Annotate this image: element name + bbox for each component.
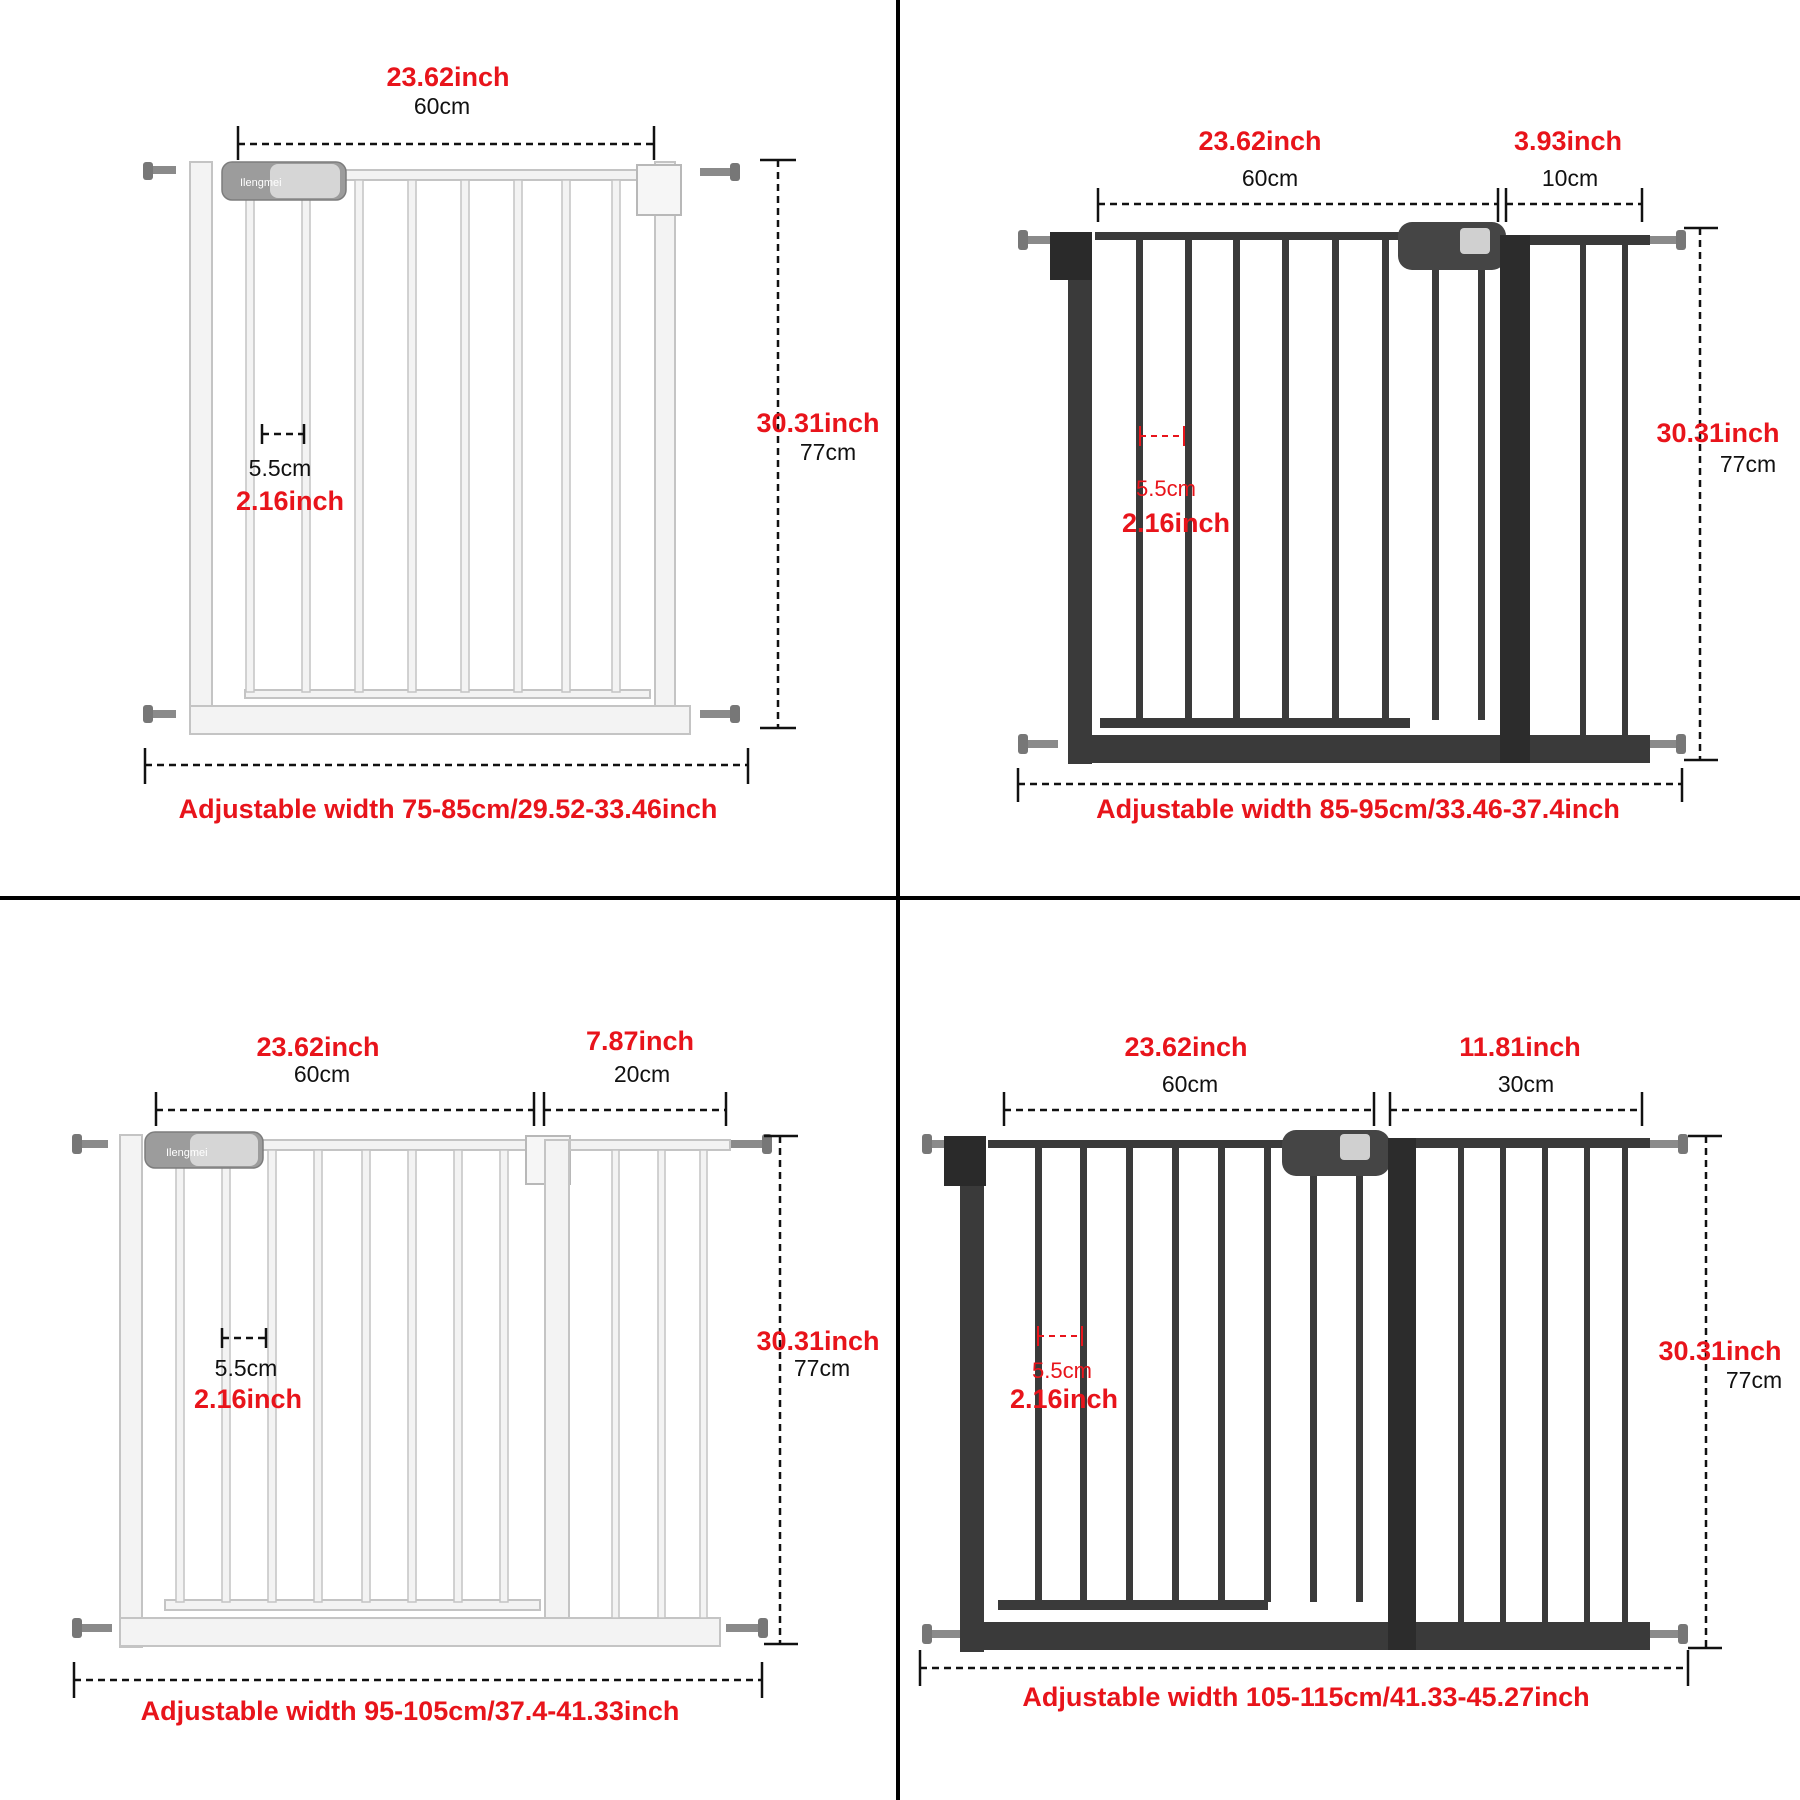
pressure-bolt-bottom-right: [1644, 734, 1686, 754]
hinge-block: [637, 165, 681, 215]
height-inch: 30.31inch: [1656, 418, 1780, 448]
extension-width-inch: 11.81inch: [1459, 1032, 1581, 1062]
bar-gap-inch: 2.16inch: [235, 486, 345, 516]
extension-post: [545, 1140, 569, 1618]
left-post: [960, 1138, 984, 1652]
panel-white-gate-75-85: [0, 0, 900, 900]
panel-white-gate-95-105: [0, 900, 900, 1800]
hinge-block: [1050, 232, 1092, 280]
bottom-rail: [120, 1618, 720, 1646]
pressure-bolt-top-right: [1644, 230, 1686, 250]
bar-gap-cm: 5.5cm: [248, 455, 312, 481]
gate-bars: [246, 180, 620, 692]
pressure-bolt-bottom-right: [700, 705, 740, 723]
pressure-bolt-top-right: [700, 163, 740, 181]
adjustable-width-label: Adjustable width 85-95cm/33.46-37.4inch: [1096, 794, 1620, 824]
height-cm: 77cm: [793, 1355, 851, 1381]
extension-width-inch: 7.87inch: [585, 1026, 695, 1056]
height-cm: 77cm: [1719, 451, 1777, 477]
adjustable-width-label: Adjustable width 105-115cm/41.33-45.27inch: [1022, 1682, 1590, 1712]
pressure-bolt-bottom-left: [922, 1624, 962, 1644]
pressure-bolt-bottom-right: [1646, 1624, 1688, 1644]
panel-black-gate-85-95: [900, 0, 1800, 900]
top-width-inch: 23.62inch: [1124, 1032, 1248, 1062]
panel-black-gate-105-115: [900, 900, 1800, 1800]
door-bottom-rail: [1100, 718, 1410, 728]
gate-drawing: [72, 1132, 772, 1647]
pressure-bolt-bottom-right: [726, 1618, 768, 1638]
left-post: [1068, 232, 1092, 764]
bottom-rail: [960, 1622, 1650, 1650]
gate-diagram: [0, 900, 900, 1800]
height-inch: 30.31inch: [756, 408, 880, 438]
pressure-bolt-top-left: [143, 162, 176, 180]
handle-latch: [1282, 1130, 1390, 1176]
extension-width-cm: 20cm: [613, 1061, 671, 1087]
height-cm: 77cm: [1725, 1367, 1783, 1393]
top-width-cm: 60cm: [1241, 165, 1299, 191]
top-width-cm: 60cm: [1161, 1071, 1219, 1097]
adjustable-width-label: Adjustable width 95-105cm/37.4-41.33inch: [140, 1696, 680, 1726]
bar-gap-cm: 5.5cm: [1136, 476, 1196, 501]
extension-top-rail: [1416, 1138, 1650, 1148]
top-width-cm: 60cm: [293, 1061, 351, 1087]
bar-gap-cm: 5.5cm: [214, 1355, 278, 1381]
gate-diagram: [0, 0, 900, 900]
top-width-cm: 60cm: [413, 93, 471, 119]
gate-drawing: [1018, 222, 1686, 764]
adjustable-width-label: Adjustable width 75-85cm/29.52-33.46inch: [178, 794, 718, 824]
right-post: [655, 162, 675, 732]
extension-width-cm: 30cm: [1497, 1071, 1555, 1097]
gate-diagram: [900, 0, 1800, 900]
top-width-inch: 23.62inch: [386, 62, 510, 92]
brand-logo-text: Ilengmei: [166, 1147, 208, 1159]
bar-gap-inch: 2.16inch: [1009, 1384, 1119, 1414]
extension-width-cm: 10cm: [1541, 165, 1599, 191]
vertical-divider: [896, 0, 900, 1800]
bottom-rail: [1068, 735, 1650, 763]
height-inch: 30.31inch: [1658, 1336, 1782, 1366]
extension-top-rail: [1530, 235, 1650, 245]
bar-gap-inch: 2.16inch: [193, 1384, 303, 1414]
bar-gap-inch: 2.16inch: [1121, 508, 1231, 538]
left-post: [190, 162, 212, 732]
pressure-bolt-top-right: [1646, 1134, 1688, 1154]
pressure-bolt-bottom-left: [72, 1618, 112, 1638]
top-width-inch: 23.62inch: [1198, 126, 1322, 156]
bottom-rail: [190, 706, 690, 734]
door-top-rail: [988, 1140, 1288, 1148]
left-post: [120, 1135, 142, 1647]
pressure-bolt-top-left: [1018, 230, 1052, 250]
extension-post: [1500, 235, 1530, 763]
pressure-bolt-bottom-left: [1018, 734, 1058, 754]
pressure-bolt-bottom-left: [143, 705, 176, 723]
gate-drawing: [143, 162, 740, 734]
extension-width-inch: 3.93inch: [1513, 126, 1623, 156]
horizontal-divider: [0, 896, 1800, 900]
bar-gap-cm: 5.5cm: [1032, 1358, 1092, 1383]
brand-logo-text: Ilengmei: [240, 177, 282, 189]
gate-diagram: [900, 900, 1800, 1800]
extension-post: [1388, 1138, 1416, 1650]
door-top-rail: [1095, 232, 1407, 240]
hinge-block: [944, 1136, 986, 1186]
top-width-inch: 23.62inch: [256, 1032, 380, 1062]
extension-top-rail: [570, 1140, 730, 1150]
height-inch: 30.31inch: [756, 1326, 880, 1356]
pressure-bolt-top-left: [72, 1134, 108, 1154]
height-cm: 77cm: [799, 439, 857, 465]
